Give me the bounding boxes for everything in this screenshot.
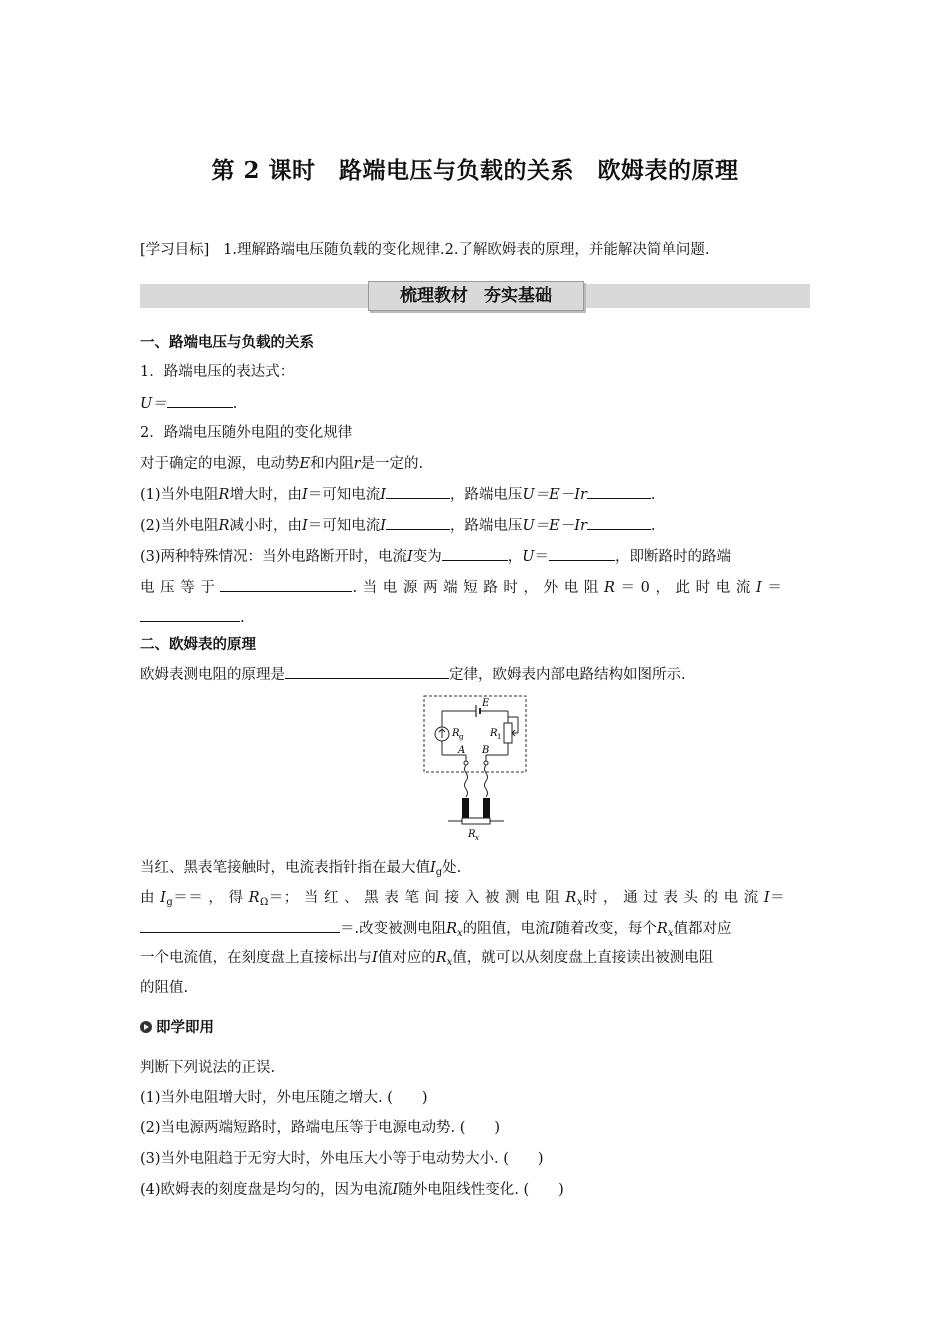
- black-probe-icon: [483, 798, 490, 818]
- learning-goals: [140, 240, 710, 260]
- s2-p2: 当红、黑表笔接触时，电流表指针指在最大值$I_g$处.: [140, 860, 462, 878]
- resistor-icon: [462, 818, 490, 824]
- answer-blank[interactable]: [442, 546, 508, 561]
- label-rg: R: [452, 728, 460, 739]
- s1-point2: (2)当外电阻R减小时，由I＝可知电流I ，路端电压U＝E－Ir .: [140, 515, 656, 536]
- s2-p3: 由 $I_g==$ ， 得 $R_\Omega=$； 当 红 、 黑 表 笔 间 接 入 被 测 电 阻 $R_x$时 ， 通 过 表 头 的 电 流 I＝: [140, 890, 786, 908]
- answer-blank[interactable]: [140, 918, 340, 933]
- answer-blank[interactable]: [140, 607, 240, 622]
- s1-intro: 对于确定的电源，电动势E和内阻r是一定的.: [140, 456, 424, 472]
- answer-blank[interactable]: [386, 484, 450, 499]
- banner-right: 夯实基础: [484, 286, 552, 306]
- answer-blank[interactable]: [587, 515, 651, 530]
- answer-blank[interactable]: [587, 484, 651, 499]
- section-banner: [368, 281, 584, 311]
- s2-p1: 欧姆表测电阻的原理是 定律，欧姆表内部电路结构如图所示.: [140, 664, 686, 685]
- label-rg-sub: g: [459, 733, 464, 741]
- answer-blank[interactable]: [386, 515, 450, 530]
- label-b: B: [482, 745, 490, 756]
- s1-item1: 1．路端电压的表达式：: [140, 364, 295, 380]
- label-r1: R: [490, 728, 498, 739]
- ohmmeter-circuit-diagram: [420, 693, 532, 845]
- s1-item2: 2．路端电压随外电阻的变化规律: [140, 425, 353, 441]
- answer-blank[interactable]: [549, 546, 615, 561]
- section1-heading: 一、路端电压与负载的关系: [140, 335, 314, 351]
- answer-blank[interactable]: [167, 393, 233, 408]
- rheostat-icon: [504, 723, 512, 743]
- s1-u-expression: U＝ .: [140, 393, 237, 414]
- answer-blank[interactable]: [220, 577, 352, 592]
- s1-point3: (3)两种特殊情况：当外电路断开时，电流I变为 ，U＝ ，即断路时的路端: [140, 546, 731, 567]
- label-rx-sub: x: [475, 834, 479, 842]
- practice-heading: 即学即用: [140, 1018, 214, 1038]
- practice-q3: (3)当外电阻趋于无穷大时，外电压大小等于电动势大小. ( ): [140, 1151, 544, 1167]
- s2-p5: 一个电流值，在刻度盘上直接标出与I值对应的$R_x$值，就可以从刻度盘上直接读出被测电阻: [140, 950, 714, 968]
- practice-q4: (4)欧姆表的刻度盘是均匀的，因为电流I随外电阻线性变化. ( ): [140, 1182, 564, 1198]
- s1-point3-line3: .: [140, 607, 245, 628]
- practice-q1: (1)当外电阻增大时，外电压随之增大. ( ): [140, 1090, 428, 1106]
- banner-left: 梳理教材: [400, 286, 468, 306]
- goals-label: [学习目标]: [140, 242, 210, 258]
- label-e: E: [482, 698, 490, 709]
- play-icon: [140, 1021, 152, 1033]
- section2-heading: 二、欧姆表的原理: [140, 637, 256, 653]
- label-a: A: [458, 745, 466, 756]
- answer-blank[interactable]: [285, 664, 449, 679]
- s2-p4: ＝.改变被测电阻$R_x$的阻值，电流I随着改变，每个$R_x$值都对应: [140, 918, 731, 944]
- sym-u: U＝: [140, 396, 167, 412]
- s1-point1: (1)当外电阻R增大时，由I＝可知电流I ，路端电压U＝E－Ir .: [140, 484, 656, 505]
- s1-point3-line2: 电 压 等 于 . 当 电 源 两 端 短 路 时 ， 外 电 阻 R ＝ 0 ， 此 时 电 流 I ＝: [140, 577, 782, 598]
- practice-q2: (2)当电源两端短路时，路端电压等于电源电动势. ( ): [140, 1120, 501, 1136]
- red-probe-icon: [462, 798, 469, 818]
- label-rx: R: [468, 829, 476, 840]
- page-title: 第 2 课时 路端电压与负载的关系 欧姆表的原理: [211, 157, 739, 184]
- s2-p6: 的阻值.: [140, 980, 189, 996]
- label-r1-sub: 1: [497, 733, 502, 741]
- practice-intro: 判断下列说法的正误.: [140, 1060, 276, 1076]
- goals-text: 1.理解路端电压随负载的变化规律.2.了解欧姆表的原理，并能解决简单问题.: [223, 242, 710, 258]
